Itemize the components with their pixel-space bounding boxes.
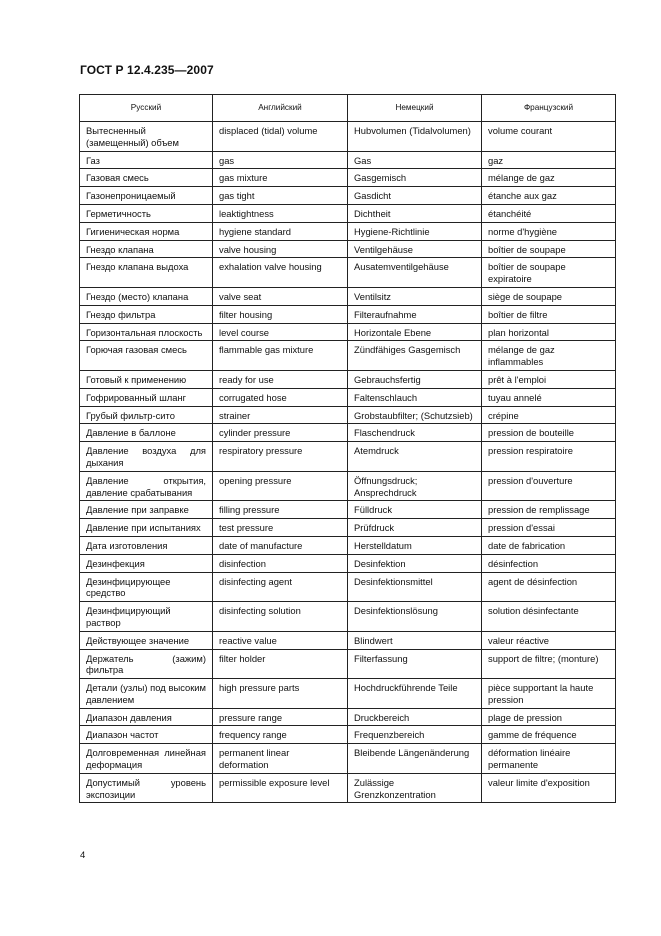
table-row: [80, 572, 616, 602]
cell-russian: Держатель (зажим) фильтра: [80, 649, 213, 679]
cell-english: disinfecting agent: [213, 572, 348, 602]
cell-english: hygiene standard: [213, 222, 348, 240]
header-row: [80, 95, 616, 122]
table-row: [80, 554, 616, 572]
cell-english: disinfecting solution: [213, 602, 348, 632]
cell-russian: Давление открытия, давление срабатывания: [80, 471, 213, 501]
cell-english: date of manufacture: [213, 536, 348, 554]
cell-russian: Гофрированный шланг: [80, 388, 213, 406]
table-row: [80, 305, 616, 323]
cell-german: Flaschendruck: [348, 424, 482, 442]
cell-german: Hygiene-Richtlinie: [348, 222, 482, 240]
cell-french: boîtier de filtre: [482, 305, 616, 323]
cell-german: Desinfektionslösung: [348, 602, 482, 632]
cell-russian: Газонепроницаемый: [80, 187, 213, 205]
cell-german: Faltenschlauch: [348, 388, 482, 406]
table-row: [80, 122, 616, 152]
cell-german: Grobstaubfilter; (Schutzsieb): [348, 406, 482, 424]
glossary-table: [79, 94, 616, 803]
cell-english: test pressure: [213, 519, 348, 537]
cell-german: Gas: [348, 151, 482, 169]
column-header-french: Французский: [482, 95, 616, 122]
cell-russian: Допустимый уровень экспозиции: [80, 773, 213, 803]
table-row: [80, 519, 616, 537]
cell-german: Horizontale Ebene: [348, 323, 482, 341]
cell-french: boîtier de soupape expiratoire: [482, 258, 616, 288]
cell-english: pressure range: [213, 708, 348, 726]
cell-french: boîtier de soupape: [482, 240, 616, 258]
cell-russian: Дата изготовления: [80, 536, 213, 554]
cell-english: valve seat: [213, 287, 348, 305]
cell-french: support de filtre; (monture): [482, 649, 616, 679]
column-header-english: Английский: [213, 95, 348, 122]
cell-french: déformation linéaire permanente: [482, 744, 616, 774]
cell-russian: Гигиеническая норма: [80, 222, 213, 240]
cell-russian: Дезинфицирующее средство: [80, 572, 213, 602]
cell-french: volume courant: [482, 122, 616, 152]
table-row: [80, 602, 616, 632]
cell-english: filter housing: [213, 305, 348, 323]
cell-english: respiratory pressure: [213, 442, 348, 472]
cell-german: Ventilsitz: [348, 287, 482, 305]
table-row: [80, 773, 616, 803]
cell-russian: Давление при испытаниях: [80, 519, 213, 537]
cell-french: agent de désinfection: [482, 572, 616, 602]
cell-english: high pressure parts: [213, 679, 348, 709]
cell-french: pression respiratoire: [482, 442, 616, 472]
cell-english: gas: [213, 151, 348, 169]
cell-russian: Газ: [80, 151, 213, 169]
table-row: [80, 536, 616, 554]
cell-french: plage de pression: [482, 708, 616, 726]
cell-english: corrugated hose: [213, 388, 348, 406]
cell-russian: Диапазон давления: [80, 708, 213, 726]
cell-french: gamme de fréquence: [482, 726, 616, 744]
cell-russian: Дезинфекция: [80, 554, 213, 572]
cell-german: Desinfektion: [348, 554, 482, 572]
cell-english: filling pressure: [213, 501, 348, 519]
cell-english: filter holder: [213, 649, 348, 679]
table-row: [80, 679, 616, 709]
cell-russian: Детали (узлы) под высоким давлением: [80, 679, 213, 709]
table-row: [80, 744, 616, 774]
cell-english: permissible exposure level: [213, 773, 348, 803]
cell-french: date de fabrication: [482, 536, 616, 554]
cell-german: Gasgemisch: [348, 169, 482, 187]
table-row: [80, 341, 616, 371]
cell-german: Dichtheit: [348, 204, 482, 222]
cell-french: siège de soupape: [482, 287, 616, 305]
cell-english: permanent linear deformation: [213, 744, 348, 774]
cell-german: Gasdicht: [348, 187, 482, 205]
cell-french: valeur limite d'exposition: [482, 773, 616, 803]
table-row: [80, 501, 616, 519]
table-row: [80, 442, 616, 472]
table-row: [80, 631, 616, 649]
cell-russian: Готовый к применению: [80, 370, 213, 388]
cell-german: Blindwert: [348, 631, 482, 649]
table-header: [80, 95, 616, 122]
cell-german: Herstelldatum: [348, 536, 482, 554]
cell-russian: Давление воздуха для дыхания: [80, 442, 213, 472]
table-row: [80, 323, 616, 341]
table-row: [80, 287, 616, 305]
table-row: [80, 388, 616, 406]
table-row: [80, 187, 616, 205]
cell-russian: Горизонтальная плоскость: [80, 323, 213, 341]
table-row: [80, 169, 616, 187]
cell-russian: Вытесненный (замещенный) объем: [80, 122, 213, 152]
cell-russian: Действующее значение: [80, 631, 213, 649]
table-row: [80, 471, 616, 501]
cell-german: Hochdruckführende Teile: [348, 679, 482, 709]
table-row: [80, 370, 616, 388]
cell-english: gas tight: [213, 187, 348, 205]
table-row: [80, 222, 616, 240]
cell-french: plan horizontal: [482, 323, 616, 341]
cell-german: Fülldruck: [348, 501, 482, 519]
cell-english: frequency range: [213, 726, 348, 744]
cell-russian: Гнездо клапана выдоха: [80, 258, 213, 288]
cell-english: flammable gas mixture: [213, 341, 348, 371]
cell-french: étanchéité: [482, 204, 616, 222]
cell-russian: Дезинфицирующий раствор: [80, 602, 213, 632]
cell-english: cylinder pressure: [213, 424, 348, 442]
column-header-german: Немецкий: [348, 95, 482, 122]
cell-english: opening pressure: [213, 471, 348, 501]
cell-russian: Гнездо клапана: [80, 240, 213, 258]
table-row: [80, 726, 616, 744]
cell-english: exhalation valve housing: [213, 258, 348, 288]
cell-russian: Грубый фильтр-сито: [80, 406, 213, 424]
cell-english: disinfection: [213, 554, 348, 572]
table-row: [80, 708, 616, 726]
cell-german: Zündfähiges Gasgemisch: [348, 341, 482, 371]
cell-english: gas mixture: [213, 169, 348, 187]
cell-french: pression d'essai: [482, 519, 616, 537]
column-header-russian: Русский: [80, 95, 213, 122]
cell-german: Desinfektionsmittel: [348, 572, 482, 602]
cell-german: Gebrauchsfertig: [348, 370, 482, 388]
cell-french: pression d'ouverture: [482, 471, 616, 501]
cell-german: Druckbereich: [348, 708, 482, 726]
cell-german: Öffnungsdruck; Ansprechdruck: [348, 471, 482, 501]
cell-english: strainer: [213, 406, 348, 424]
cell-french: valeur réactive: [482, 631, 616, 649]
table-row: [80, 649, 616, 679]
cell-french: tuyau annelé: [482, 388, 616, 406]
cell-russian: Давление при заправке: [80, 501, 213, 519]
cell-english: ready for use: [213, 370, 348, 388]
cell-russian: Гнездо (место) клапана: [80, 287, 213, 305]
cell-french: étanche aux gaz: [482, 187, 616, 205]
cell-german: Filteraufnahme: [348, 305, 482, 323]
cell-french: mélange de gaz inflammables: [482, 341, 616, 371]
cell-english: reactive value: [213, 631, 348, 649]
cell-russian: Газовая смесь: [80, 169, 213, 187]
cell-french: norme d'hygiène: [482, 222, 616, 240]
cell-german: Filterfassung: [348, 649, 482, 679]
cell-french: gaz: [482, 151, 616, 169]
cell-french: solution désinfectante: [482, 602, 616, 632]
cell-english: leaktightness: [213, 204, 348, 222]
cell-english: valve housing: [213, 240, 348, 258]
cell-french: pièce supportant la haute pression: [482, 679, 616, 709]
cell-german: Prüfdruck: [348, 519, 482, 537]
cell-german: Hubvolumen (Tidalvolumen): [348, 122, 482, 152]
cell-french: pression de remplissage: [482, 501, 616, 519]
cell-french: désinfection: [482, 554, 616, 572]
cell-french: pression de bouteille: [482, 424, 616, 442]
cell-russian: Гнездо фильтра: [80, 305, 213, 323]
table-row: [80, 204, 616, 222]
cell-german: Frequenzbereich: [348, 726, 482, 744]
cell-german: Ventilgehäuse: [348, 240, 482, 258]
page-number: 4: [80, 850, 86, 861]
cell-french: prêt à l'emploi: [482, 370, 616, 388]
cell-german: Bleibende Längenänderung: [348, 744, 482, 774]
table-row: [80, 151, 616, 169]
cell-german: Atemdruck: [348, 442, 482, 472]
table-row: [80, 258, 616, 288]
table-row: [80, 424, 616, 442]
table-row: [80, 240, 616, 258]
cell-french: mélange de gaz: [482, 169, 616, 187]
cell-french: crépine: [482, 406, 616, 424]
document-header: ГОСТ Р 12.4.235—2007: [80, 63, 214, 77]
table-body: [80, 122, 616, 803]
cell-english: level course: [213, 323, 348, 341]
cell-russian: Диапазон частот: [80, 726, 213, 744]
cell-german: Zulässige Grenzkonzentration: [348, 773, 482, 803]
table-row: [80, 406, 616, 424]
cell-russian: Горючая газовая смесь: [80, 341, 213, 371]
cell-english: displaced (tidal) volume: [213, 122, 348, 152]
cell-russian: Герметичность: [80, 204, 213, 222]
cell-german: Ausatemventilgehäuse: [348, 258, 482, 288]
cell-russian: Долговременная линейная деформация: [80, 744, 213, 774]
cell-russian: Давление в баллоне: [80, 424, 213, 442]
